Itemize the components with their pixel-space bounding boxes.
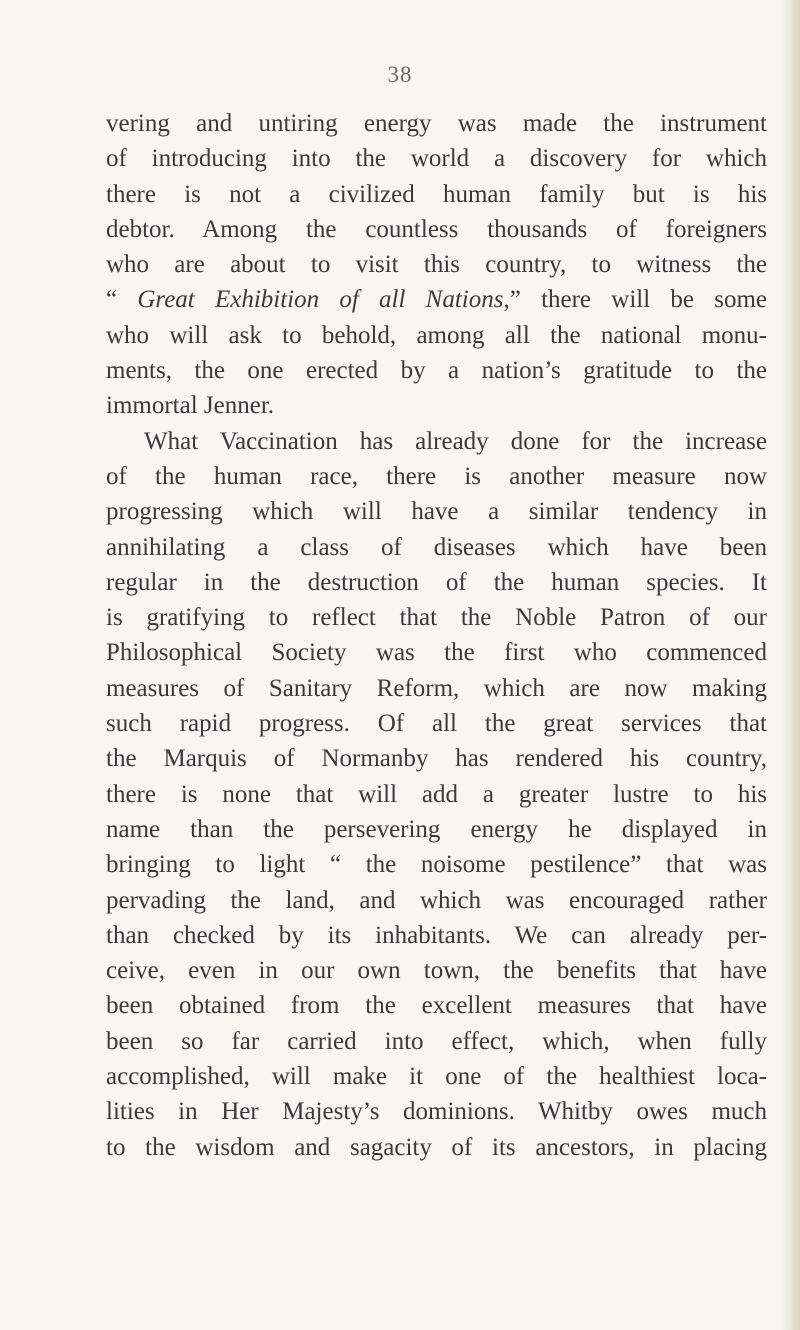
text-line: there is none that will add a greater lustre to his: [106, 780, 767, 808]
text-line: ceive, even in our own town, the benefits that have: [106, 957, 767, 985]
text-line: name than the persevering energy he displayed in: [106, 815, 767, 843]
text-line: of introducing into the world a discovery for which: [106, 145, 767, 173]
page-edge-shadow: [782, 0, 800, 1330]
text-line: debtor. Among the countless thousands of foreigners: [106, 215, 767, 243]
text-line: vering and untiring energy was made the instrument: [106, 110, 767, 137]
text-line: [106, 282, 767, 317]
text-line: ments, the one erected by a nation’s gratitude to the: [106, 357, 767, 385]
body-text: [106, 106, 767, 1165]
text-line: measures of Sanitary Reform, which are now making: [106, 674, 767, 702]
text-line: annihilating a class of diseases which have been: [106, 533, 767, 561]
text-line: pervading the land, and which was encouraged rather: [106, 886, 767, 914]
text-line: Philosophical Society was the first who commenced: [106, 639, 767, 667]
text-line: the Marquis of Normanby has rendered his country,: [106, 745, 767, 773]
text-line: What Vaccination has already done for the increase: [144, 427, 767, 455]
text-line: who will ask to behold, among all the national monu-: [106, 321, 767, 349]
open-quote: “: [106, 286, 138, 314]
text-line: to the wisdom and sagacity of its ancestors, in placing: [106, 1133, 767, 1161]
text-line: lities in Her Majesty’s dominions. Whitby owes much: [106, 1098, 767, 1126]
text-line: regular in the destruction of the human species. It: [106, 568, 767, 596]
text-line: who are about to visit this country, to witness the: [106, 251, 767, 279]
page-number: 38: [387, 62, 413, 87]
text-line: of the human race, there is another measure now: [106, 462, 767, 490]
exhibition-title: Great Exhibition of all Nations: [137, 286, 504, 314]
text-line: been so far carried into effect, which, when fully: [106, 1027, 767, 1055]
text-line: progressing which will have a similar tendency in: [106, 498, 767, 526]
text-line: such rapid progress. Of all the great services that: [106, 710, 767, 738]
text-line: than checked by its inhabitants. We can already per-: [106, 921, 767, 949]
text-line: bringing to light “ the noisome pestilence” that was: [106, 851, 767, 879]
text-line: been obtained from the excellent measures that have: [106, 992, 767, 1020]
text-line: accomplished, will make it one of the healthiest loca-: [106, 1063, 767, 1091]
text-line: is gratifying to reflect that the Noble Patron of our: [106, 604, 767, 632]
text-line: there is not a civilized human family but is his: [106, 180, 767, 208]
text-line: immortal Jenner.: [106, 392, 275, 420]
text-line-rest: ,” there will be some: [503, 286, 767, 314]
